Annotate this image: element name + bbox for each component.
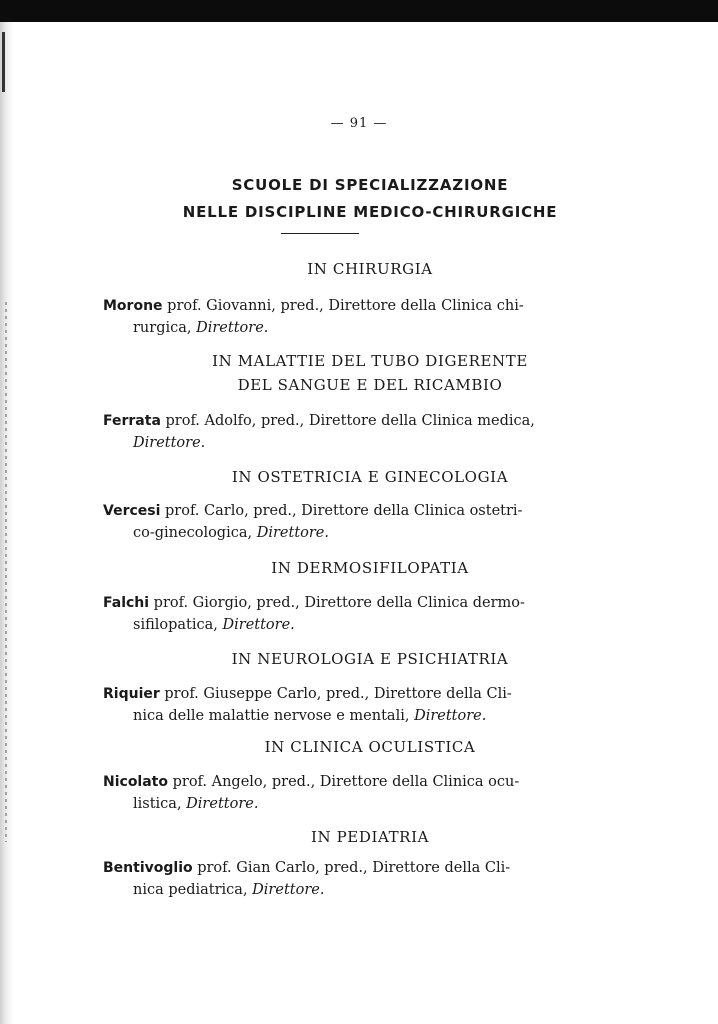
entry-oculistica [103, 771, 535, 815]
section-heading-chirurgia: IN CHIRURGIA [307, 260, 433, 278]
entry-neurologia [103, 683, 535, 727]
entry-role: Direttore. [196, 320, 269, 336]
entry-line-2 [103, 522, 535, 544]
entry-role: Direttore. [133, 435, 206, 451]
entry-line-2 [103, 432, 535, 454]
entry-surname: Ferrata [103, 413, 161, 429]
entry-text: nica delle malattie nervose e mentali, [133, 708, 415, 724]
section-heading-dermosifilopatia: IN DERMOSIFILOPATIA [271, 559, 469, 577]
entry-pediatria [103, 857, 535, 901]
entry-line-2 [103, 614, 535, 636]
entry-line-2 [103, 793, 535, 815]
entry-text: prof. Gian Carlo, pred., Direttore della Cli- [192, 860, 511, 876]
section-heading-malattie-line-2: DEL SANGUE E DEL RICAMBIO [237, 376, 503, 394]
entry-surname: Morone [103, 298, 163, 314]
page-title-line-2: NELLE DISCIPLINE MEDICO-CHIRURGICHE [182, 203, 558, 221]
entry-text: rurgica, [133, 320, 197, 336]
entry-text: prof. Carlo, pred., Direttore della Clinica ostetri- [160, 503, 523, 519]
entry-surname: Vercesi [103, 503, 161, 519]
entry-surname: Riquier [103, 686, 160, 702]
entry-line-1 [103, 410, 535, 432]
entry-text: prof. Giuseppe Carlo, pred., Direttore della Cli- [159, 686, 512, 702]
section-heading-oculistica: IN CLINICA OCULISTICA [264, 738, 476, 756]
entry-line-1 [103, 295, 535, 317]
entry-surname: Bentivoglio [103, 860, 193, 876]
entry-role: Direttore. [414, 708, 487, 724]
entry-line-2 [103, 317, 535, 339]
entry-chirurgia [103, 295, 535, 339]
scan-left-margin [0, 22, 14, 1024]
title-divider [281, 233, 359, 234]
entry-line-1 [103, 857, 535, 879]
entry-text: co-ginecologica, [133, 525, 257, 541]
section-heading-pediatria: IN PEDIATRIA [310, 828, 430, 846]
entry-text: prof. Giovanni, pred., Direttore della Clinica chi- [162, 298, 524, 314]
entry-text: nica pediatrica, [133, 882, 253, 898]
entry-line-1 [103, 683, 535, 705]
entry-role: Direttore. [252, 882, 325, 898]
entry-ostetricia [103, 500, 535, 544]
entry-surname: Nicolato [103, 774, 168, 790]
entry-line-2 [103, 705, 535, 727]
entry-line-1 [103, 771, 535, 793]
section-heading-ostetricia: IN OSTETRICIA E GINECOLOGIA [231, 468, 509, 486]
entry-text: listica, [133, 796, 187, 812]
page-number: — 91 — [330, 116, 388, 131]
section-heading-malattie-line-1: IN MALATTIE DEL TUBO DIGERENTE [212, 352, 528, 370]
entry-malattie [103, 410, 535, 454]
entry-text: sifilopatica, [133, 617, 223, 633]
entry-role: Direttore. [222, 617, 295, 633]
page-title-line-1: SCUOLE DI SPECIALIZZAZIONE [231, 176, 509, 194]
entry-role: Direttore. [186, 796, 259, 812]
entry-text: prof. Giorgio, pred., Direttore della Clinica dermo- [149, 595, 525, 611]
entry-dermosifilopatia [103, 592, 535, 636]
entry-role: Direttore. [256, 525, 329, 541]
section-heading-neurologia: IN NEUROLOGIA E PSICHIATRIA [231, 650, 509, 668]
entry-text: prof. Adolfo, pred., Direttore della Clinica medica, [160, 413, 535, 429]
entry-text: prof. Angelo, pred., Direttore della Clinica ocu- [168, 774, 520, 790]
entry-line-1 [103, 500, 535, 522]
entry-line-2 [103, 879, 535, 901]
scan-top-border [0, 0, 718, 22]
entry-line-1 [103, 592, 535, 614]
entry-surname: Falchi [103, 595, 150, 611]
